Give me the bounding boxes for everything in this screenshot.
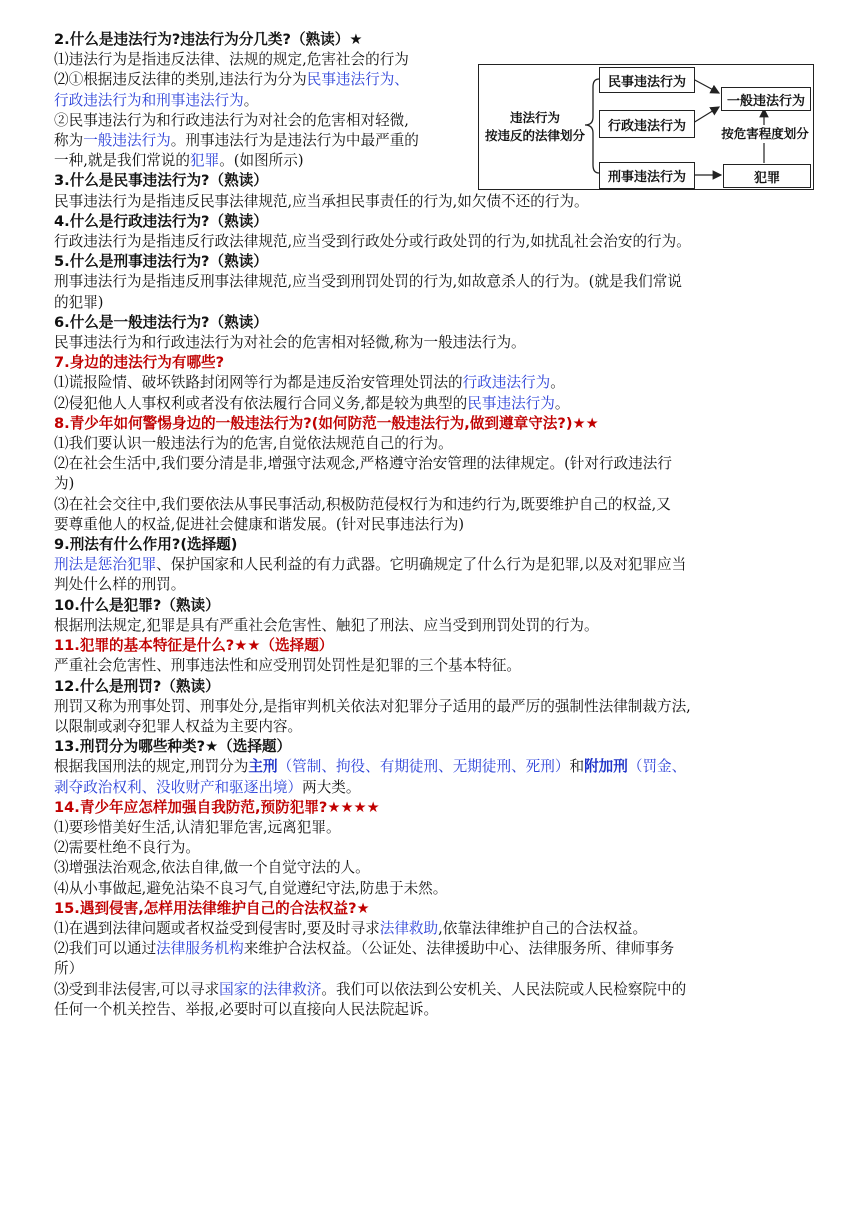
box-civil: 民事违法行为 (599, 67, 695, 93)
q2-line-3 (54, 91, 478, 111)
q2-l5-text: 称为 (54, 132, 84, 150)
q7-l1-tail: 。 (550, 374, 565, 392)
q15-line-5: 任何一个机关控告、举报,必要时可以直接向人民法院起诉。 (54, 1000, 439, 1018)
q2-l2-text: ⑵①根据违反法律的类别,违法行为分为 (54, 71, 307, 89)
q2-line-5 (54, 131, 478, 151)
question-10-title: 10.什么是犯罪?（熟读） (54, 596, 220, 614)
q9-l1-highlight: 刑法是惩治犯罪 (54, 556, 157, 574)
q2-l3-text: 。 (243, 91, 259, 109)
q7-l2-tail: 。 (554, 394, 570, 412)
diagram-degree-label: 按危害程度划分 (717, 125, 813, 143)
q15-line-1 (54, 919, 814, 939)
question-15-title: 15.遇到侵害,怎样用法律维护自己的合法权益?★ (54, 899, 370, 917)
box-general: 一般违法行为 (721, 87, 811, 111)
question-9-title: 9.刑法有什么作用?(选择题) (54, 536, 238, 554)
q15-l2-tail: 来维护合法权益。（公证处、法律援助中心、法律服务所、律师事务 (243, 940, 675, 958)
q8-line-4: ⑶在社会交往中,我们要依法从事民事活动,积极防范侵权行为和违约行为,既要维护自己的权益,又 (54, 495, 671, 513)
box-crime: 犯罪 (723, 164, 811, 188)
q2-l5-tail: 。刑事违法行为是违法行为中最严重的 (170, 132, 419, 150)
box-criminal: 刑事违法行为 (599, 162, 695, 189)
q3-body: 民事违法行为是指违反民事法律规范,应当承担民事责任的行为,如欠债不还的行为。 (54, 192, 589, 210)
q2-l6-tail: 。(如图所示) (219, 152, 304, 170)
q15-line-2 (54, 939, 814, 959)
q15-l4-highlight: 国家的法律救济 (219, 980, 322, 998)
q9-line-2: 判处什么样的刑罚。 (54, 576, 186, 594)
arrow-admin-general (693, 107, 719, 123)
q15-line-4 (54, 980, 814, 1000)
q14-line-4: ⑷从小事做起,避免沾染不良习气,自觉遵纪守法,防患于未然。 (54, 879, 448, 897)
diagram-left-label: 违法行为 按违反的法律划分 (484, 110, 585, 143)
question-12-title: 12.什么是刑罚?（熟读） (54, 677, 220, 695)
q5-body-2: 的犯罪) (54, 293, 104, 311)
q15-l1-highlight: 法律救助 (379, 919, 439, 937)
q5-body-1: 刑事违法行为是指违反刑事法律规范,应当受到刑罚处罚的行为,如故意杀人的行为。(就是我们常说 (54, 273, 682, 291)
q14-line-1: ⑴要珍惜美好生活,认清犯罪危害,远离犯罪。 (54, 818, 341, 836)
q11-body: 严重社会危害性、刑事违法性和应受刑罚处罚性是犯罪的三个基本特征。 (54, 657, 522, 675)
q15-line-3: 所） (54, 960, 84, 978)
q15-l1-tail: ,依靠法律维护自己的合法权益。 (438, 919, 648, 937)
q2-l6-highlight: 犯罪 (189, 152, 220, 170)
q8-line-2: ⑵在社会生活中,我们要分清是非,增强守法观念,严格遵守治安管理的法律规定。(针对行政违法行 (54, 455, 672, 473)
question-7-title: 7.身边的违法行为有哪些? (54, 354, 225, 372)
box-admin: 行政违法行为 (599, 110, 695, 138)
q13-main-penalty: 主刑 (248, 758, 278, 776)
q13-additional-list-start: （罚金、 (627, 758, 687, 776)
q12-line-1: 刑罚又称为刑事处罚、刑事处分,是指审判机关依法对犯罪分子适用的最严厉的强制性法律制裁方法, (54, 697, 691, 715)
question-11-title: 11.犯罪的基本特征是什么?★★（选择题） (54, 637, 334, 655)
q8-line-5: 要尊重他人的权益,促进社会健康和谐发展。(针对民事违法行为) (54, 515, 465, 533)
q15-l4-text: ⑶受到非法侵害,可以寻求 (54, 980, 220, 998)
q13-l1-text: 根据我国刑法的规定,刑罚分为 (54, 758, 249, 776)
q15-l2-highlight: 法律服务机构 (156, 940, 244, 958)
question-13-title: 13.刑罚分为哪些种类?★（选择题） (54, 738, 292, 756)
question-4-title: 4.什么是行政违法行为?（熟读） (54, 212, 268, 230)
q15-l1-text: ⑴在遇到法律问题或者权益受到侵害时,要及时寻求 (54, 919, 380, 937)
question-5-title: 5.什么是刑事违法行为?（熟读） (54, 253, 268, 271)
q7-line-2 (54, 394, 814, 414)
q8-line-1: ⑴我们要认识一般违法行为的危害,自觉依法规范自己的行为。 (54, 435, 453, 453)
q2-line-2 (54, 70, 478, 90)
question-3-title: 3.什么是民事违法行为?（熟读） (54, 172, 268, 190)
q14-line-3: ⑶增强法治观念,依法自律,做一个自觉守法的人。 (54, 859, 370, 877)
question-6-title: 6.什么是一般违法行为?（熟读） (54, 313, 268, 331)
q7-l1-text: ⑴谎报险情、破坏铁路封闭网等行为都是违反治安管理处罚法的 (54, 374, 463, 392)
q13-and: 和 (569, 758, 585, 776)
q9-l1-text: 、保护国家和人民利益的有力武器。它明确规定了什么行为是犯罪,以及对犯罪应当 (156, 556, 687, 574)
q12-line-2: 以限制或剥夺犯罪人权益为主要内容。 (54, 717, 303, 735)
q13-line-1 (54, 757, 814, 777)
q15-l2-text: ⑵我们可以通过 (54, 940, 157, 958)
question-14-title: 14.青少年应怎样加强自我防范,预防犯罪?★★★★ (54, 798, 380, 816)
q13-l2-text: 两大类。 (302, 778, 361, 796)
q2-line-1: ⑴违法行为是指违反法律、法规的规定,危害社会的行为 (54, 51, 409, 69)
q6-body: 民事违法行为和行政违法行为对社会的危害相对轻微,称为一般违法行为。 (54, 334, 526, 352)
q8-line-3: 为) (54, 475, 75, 493)
q2-l6-text: 一种,就是我们常说的 (54, 152, 190, 170)
question-8-title: 8.青少年如何警惕身边的一般违法行为?(如何防范一般违法行为,做到遵章守法?)★★ (54, 414, 599, 432)
q4-body: 行政违法行为是指违反行政法律规范,应当受到行政处分或行政处罚的行为,如扰乱社会治安的行为。 (54, 233, 691, 251)
classification-diagram (478, 64, 814, 190)
q10-body: 根据刑法规定,犯罪是具有严重社会危害性、触犯了刑法、应当受到刑罚处罚的行为。 (54, 616, 599, 634)
q14-line-2: ⑵需要杜绝不良行为。 (54, 839, 200, 857)
q13-line-2 (54, 778, 814, 798)
q7-l1-highlight: 行政违法行为 (462, 374, 551, 392)
q15-l4-tail: 。我们可以依法到公安机关、人民法院或人民检察院中的 (321, 980, 687, 998)
q2-line-4: ②民事违法行为和行政违法行为对社会的危害相对轻微, (54, 111, 409, 129)
q2-l3-highlight: 行政违法行为和刑事违法行为 (54, 91, 244, 109)
q2-l2-highlight: 民事违法行为、 (306, 71, 409, 89)
q7-line-1 (54, 373, 814, 393)
q13-additional-penalty: 附加刑 (584, 758, 628, 776)
q7-l2-highlight: 民事违法行为 (467, 394, 555, 412)
q7-l2-text: ⑵侵犯他人人事权利或者没有依法履行合同义务,都是较为典型的 (54, 394, 468, 412)
arrow-civil-general (693, 79, 719, 93)
q13-additional-list-end: 剥夺政治权利、没收财产和驱逐出境） (54, 778, 303, 796)
q13-main-list: （管制、拘役、有期徒刑、无期徒刑、死刑） (277, 758, 570, 776)
q2-l5-highlight: 一般违法行为 (83, 132, 171, 150)
q9-line-1 (54, 555, 814, 575)
question-2-title: 2.什么是违法行为?违法行为分几类?（熟读）★ (54, 31, 363, 48)
